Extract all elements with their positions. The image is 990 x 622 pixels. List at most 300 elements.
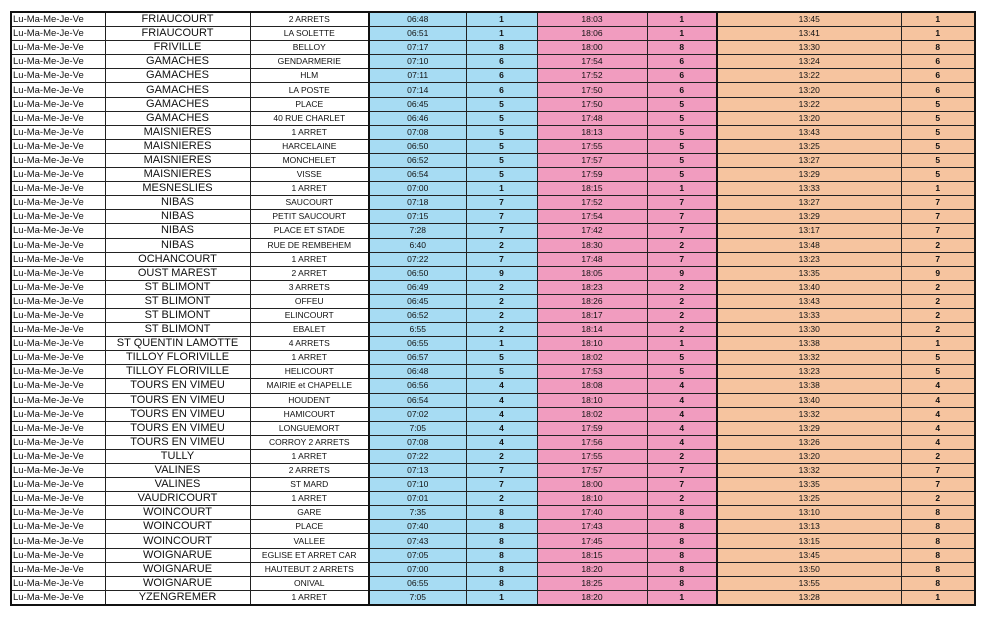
commune-cell: WOINCOURT — [105, 506, 250, 520]
evening-time-cell: 18:10 — [537, 337, 647, 351]
morning-bus-cell: 8 — [466, 520, 537, 534]
evening-bus-cell: 8 — [647, 548, 717, 562]
midday-bus-cell: 8 — [901, 548, 975, 562]
morning-time-cell: 06:55 — [369, 337, 466, 351]
table-row — [11, 294, 975, 308]
evening-bus-cell: 5 — [647, 111, 717, 125]
days-cell: Lu-Ma-Me-Je-Ve — [11, 125, 105, 139]
morning-bus-cell: 2 — [466, 492, 537, 506]
midday-time-cell: 13:38 — [717, 379, 901, 393]
commune-cell: FRIVILLE — [105, 41, 250, 55]
stop-cell: 1 ARRET — [250, 182, 369, 196]
morning-bus-cell: 9 — [466, 266, 537, 280]
midday-bus-cell: 7 — [901, 210, 975, 224]
midday-time-cell: 13:40 — [717, 280, 901, 294]
evening-bus-cell: 9 — [647, 266, 717, 280]
midday-bus-cell: 5 — [901, 153, 975, 167]
commune-cell: MAISNIERES — [105, 168, 250, 182]
morning-bus-cell: 5 — [466, 97, 537, 111]
morning-bus-cell: 4 — [466, 435, 537, 449]
commune-cell: WOIGNARUE — [105, 562, 250, 576]
midday-bus-cell: 1 — [901, 590, 975, 605]
stop-cell: GENDARMERIE — [250, 55, 369, 69]
midday-bus-cell: 8 — [901, 41, 975, 55]
morning-bus-cell: 5 — [466, 168, 537, 182]
morning-bus-cell: 2 — [466, 294, 537, 308]
commune-cell: ST BLIMONT — [105, 280, 250, 294]
table-row — [11, 379, 975, 393]
evening-time-cell: 18:26 — [537, 294, 647, 308]
midday-time-cell: 13:33 — [717, 308, 901, 322]
morning-time-cell: 07:22 — [369, 252, 466, 266]
table-row — [11, 534, 975, 548]
days-cell: Lu-Ma-Me-Je-Ve — [11, 252, 105, 266]
midday-time-cell: 13:15 — [717, 534, 901, 548]
midday-bus-cell: 6 — [901, 55, 975, 69]
midday-bus-cell: 2 — [901, 280, 975, 294]
morning-bus-cell: 1 — [466, 182, 537, 196]
morning-bus-cell: 5 — [466, 125, 537, 139]
evening-bus-cell: 2 — [647, 492, 717, 506]
morning-bus-cell: 8 — [466, 576, 537, 590]
evening-time-cell: 18:05 — [537, 266, 647, 280]
morning-bus-cell: 2 — [466, 449, 537, 463]
commune-cell: TOURS EN VIMEU — [105, 435, 250, 449]
stop-cell: LONGUEMORT — [250, 421, 369, 435]
midday-time-cell: 13:48 — [717, 238, 901, 252]
days-cell: Lu-Ma-Me-Je-Ve — [11, 407, 105, 421]
table-row — [11, 435, 975, 449]
morning-bus-cell: 1 — [466, 27, 537, 41]
days-cell: Lu-Ma-Me-Je-Ve — [11, 182, 105, 196]
morning-bus-cell: 7 — [466, 478, 537, 492]
evening-time-cell: 18:10 — [537, 492, 647, 506]
commune-cell: NIBAS — [105, 196, 250, 210]
evening-time-cell: 17:48 — [537, 252, 647, 266]
midday-bus-cell: 5 — [901, 365, 975, 379]
stop-cell: BELLOY — [250, 41, 369, 55]
commune-cell: TULLY — [105, 449, 250, 463]
days-cell: Lu-Ma-Me-Je-Ve — [11, 111, 105, 125]
table-row — [11, 421, 975, 435]
days-cell: Lu-Ma-Me-Je-Ve — [11, 562, 105, 576]
midday-time-cell: 13:20 — [717, 83, 901, 97]
commune-cell: WOINCOURT — [105, 520, 250, 534]
table-row — [11, 548, 975, 562]
midday-time-cell: 13:32 — [717, 351, 901, 365]
evening-time-cell: 17:50 — [537, 83, 647, 97]
midday-bus-cell: 5 — [901, 97, 975, 111]
morning-time-cell: 07:15 — [369, 210, 466, 224]
midday-bus-cell: 5 — [901, 111, 975, 125]
morning-time-cell: 06:50 — [369, 139, 466, 153]
commune-cell: OUST MAREST — [105, 266, 250, 280]
midday-bus-cell: 5 — [901, 125, 975, 139]
evening-time-cell: 18:14 — [537, 323, 647, 337]
table-row — [11, 590, 975, 605]
days-cell: Lu-Ma-Me-Je-Ve — [11, 139, 105, 153]
evening-bus-cell: 8 — [647, 534, 717, 548]
commune-cell: ST BLIMONT — [105, 308, 250, 322]
midday-time-cell: 13:32 — [717, 407, 901, 421]
table-row — [11, 323, 975, 337]
midday-bus-cell: 8 — [901, 534, 975, 548]
stop-cell: VISSE — [250, 168, 369, 182]
morning-bus-cell: 6 — [466, 69, 537, 83]
evening-time-cell: 18:20 — [537, 590, 647, 605]
morning-time-cell: 06:48 — [369, 365, 466, 379]
table-row — [11, 111, 975, 125]
midday-time-cell: 13:24 — [717, 55, 901, 69]
midday-time-cell: 13:28 — [717, 590, 901, 605]
midday-time-cell: 13:27 — [717, 153, 901, 167]
table-row — [11, 83, 975, 97]
days-cell: Lu-Ma-Me-Je-Ve — [11, 55, 105, 69]
midday-bus-cell: 8 — [901, 576, 975, 590]
evening-bus-cell: 1 — [647, 590, 717, 605]
morning-time-cell: 07:40 — [369, 520, 466, 534]
stop-cell: CORROY 2 ARRETS — [250, 435, 369, 449]
evening-time-cell: 18:17 — [537, 308, 647, 322]
commune-cell: FRIAUCOURT — [105, 27, 250, 41]
commune-cell: ST QUENTIN LAMOTTE — [105, 337, 250, 351]
morning-time-cell: 6:55 — [369, 323, 466, 337]
commune-cell: NIBAS — [105, 210, 250, 224]
evening-time-cell: 17:57 — [537, 464, 647, 478]
midday-bus-cell: 7 — [901, 478, 975, 492]
midday-bus-cell: 7 — [901, 196, 975, 210]
midday-bus-cell: 7 — [901, 464, 975, 478]
midday-time-cell: 13:20 — [717, 449, 901, 463]
midday-time-cell: 13:35 — [717, 266, 901, 280]
midday-time-cell: 13:23 — [717, 252, 901, 266]
evening-bus-cell: 4 — [647, 379, 717, 393]
evening-time-cell: 18:02 — [537, 407, 647, 421]
days-cell: Lu-Ma-Me-Je-Ve — [11, 280, 105, 294]
morning-time-cell: 07:05 — [369, 548, 466, 562]
table-row — [11, 27, 975, 41]
days-cell: Lu-Ma-Me-Je-Ve — [11, 12, 105, 27]
table-row — [11, 308, 975, 322]
table-row — [11, 492, 975, 506]
evening-time-cell: 17:48 — [537, 111, 647, 125]
evening-time-cell: 18:06 — [537, 27, 647, 41]
evening-bus-cell: 2 — [647, 280, 717, 294]
midday-bus-cell: 8 — [901, 520, 975, 534]
midday-time-cell: 13:50 — [717, 562, 901, 576]
stop-cell: 2 ARRETS — [250, 464, 369, 478]
commune-cell: VALINES — [105, 464, 250, 478]
evening-time-cell: 18:20 — [537, 562, 647, 576]
stop-cell: OFFEU — [250, 294, 369, 308]
morning-bus-cell: 4 — [466, 407, 537, 421]
morning-bus-cell: 4 — [466, 421, 537, 435]
midday-time-cell: 13:43 — [717, 294, 901, 308]
schedule-body — [11, 12, 975, 605]
evening-bus-cell: 4 — [647, 407, 717, 421]
evening-bus-cell: 7 — [647, 210, 717, 224]
evening-bus-cell: 1 — [647, 12, 717, 27]
midday-bus-cell: 7 — [901, 224, 975, 238]
evening-time-cell: 18:15 — [537, 182, 647, 196]
midday-time-cell: 13:25 — [717, 139, 901, 153]
evening-time-cell: 17:57 — [537, 153, 647, 167]
commune-cell: GAMACHES — [105, 111, 250, 125]
evening-time-cell: 17:43 — [537, 520, 647, 534]
midday-time-cell: 13:41 — [717, 27, 901, 41]
commune-cell: MESNESLIES — [105, 182, 250, 196]
days-cell: Lu-Ma-Me-Je-Ve — [11, 196, 105, 210]
table-row — [11, 210, 975, 224]
evening-bus-cell: 6 — [647, 83, 717, 97]
midday-bus-cell: 5 — [901, 139, 975, 153]
days-cell: Lu-Ma-Me-Je-Ve — [11, 83, 105, 97]
evening-bus-cell: 6 — [647, 55, 717, 69]
days-cell: Lu-Ma-Me-Je-Ve — [11, 449, 105, 463]
morning-time-cell: 07:13 — [369, 464, 466, 478]
commune-cell: MAISNIERES — [105, 139, 250, 153]
table-row — [11, 520, 975, 534]
midday-time-cell: 13:27 — [717, 196, 901, 210]
evening-bus-cell: 1 — [647, 337, 717, 351]
days-cell: Lu-Ma-Me-Je-Ve — [11, 168, 105, 182]
evening-time-cell: 17:56 — [537, 435, 647, 449]
stop-cell: RUE DE REMBEHEM — [250, 238, 369, 252]
evening-time-cell: 18:30 — [537, 238, 647, 252]
evening-time-cell: 17:54 — [537, 210, 647, 224]
evening-bus-cell: 1 — [647, 182, 717, 196]
midday-bus-cell: 5 — [901, 351, 975, 365]
morning-time-cell: 07:10 — [369, 478, 466, 492]
evening-bus-cell: 5 — [647, 139, 717, 153]
evening-time-cell: 17:59 — [537, 421, 647, 435]
stop-cell: 40 RUE CHARLET — [250, 111, 369, 125]
morning-time-cell: 7:28 — [369, 224, 466, 238]
midday-bus-cell: 4 — [901, 393, 975, 407]
morning-time-cell: 7:05 — [369, 421, 466, 435]
midday-time-cell: 13:38 — [717, 337, 901, 351]
commune-cell: GAMACHES — [105, 97, 250, 111]
morning-time-cell: 07:14 — [369, 83, 466, 97]
days-cell: Lu-Ma-Me-Je-Ve — [11, 351, 105, 365]
evening-bus-cell: 2 — [647, 323, 717, 337]
morning-bus-cell: 5 — [466, 351, 537, 365]
morning-time-cell: 07:02 — [369, 407, 466, 421]
morning-bus-cell: 8 — [466, 548, 537, 562]
stop-cell: PLACE — [250, 97, 369, 111]
morning-bus-cell: 5 — [466, 153, 537, 167]
midday-time-cell: 13:20 — [717, 111, 901, 125]
morning-time-cell: 07:00 — [369, 182, 466, 196]
commune-cell: WOIGNARUE — [105, 576, 250, 590]
evening-bus-cell: 7 — [647, 224, 717, 238]
morning-bus-cell: 1 — [466, 12, 537, 27]
commune-cell: NIBAS — [105, 224, 250, 238]
stop-cell: ELINCOURT — [250, 308, 369, 322]
midday-bus-cell: 2 — [901, 323, 975, 337]
stop-cell: HAUTEBUT 2 ARRETS — [250, 562, 369, 576]
midday-time-cell: 13:17 — [717, 224, 901, 238]
days-cell: Lu-Ma-Me-Je-Ve — [11, 323, 105, 337]
midday-time-cell: 13:40 — [717, 393, 901, 407]
morning-time-cell: 06:45 — [369, 97, 466, 111]
stop-cell: HAMICOURT — [250, 407, 369, 421]
morning-time-cell: 7:35 — [369, 506, 466, 520]
evening-bus-cell: 7 — [647, 196, 717, 210]
stop-cell: 2 ARRET — [250, 266, 369, 280]
days-cell: Lu-Ma-Me-Je-Ve — [11, 365, 105, 379]
midday-time-cell: 13:30 — [717, 41, 901, 55]
days-cell: Lu-Ma-Me-Je-Ve — [11, 41, 105, 55]
midday-bus-cell: 2 — [901, 238, 975, 252]
days-cell: Lu-Ma-Me-Je-Ve — [11, 478, 105, 492]
evening-bus-cell: 5 — [647, 125, 717, 139]
stop-cell: HARCELAINE — [250, 139, 369, 153]
days-cell: Lu-Ma-Me-Je-Ve — [11, 520, 105, 534]
evening-bus-cell: 8 — [647, 520, 717, 534]
midday-bus-cell: 2 — [901, 449, 975, 463]
stop-cell: HLM — [250, 69, 369, 83]
days-cell: Lu-Ma-Me-Je-Ve — [11, 224, 105, 238]
stop-cell: PLACE — [250, 520, 369, 534]
midday-bus-cell: 1 — [901, 12, 975, 27]
midday-time-cell: 13:23 — [717, 365, 901, 379]
days-cell: Lu-Ma-Me-Je-Ve — [11, 379, 105, 393]
commune-cell: VALINES — [105, 478, 250, 492]
midday-time-cell: 13:29 — [717, 168, 901, 182]
table-row — [11, 139, 975, 153]
morning-time-cell: 06:52 — [369, 308, 466, 322]
table-row — [11, 182, 975, 196]
commune-cell: MAISNIERES — [105, 125, 250, 139]
morning-bus-cell: 7 — [466, 196, 537, 210]
midday-time-cell: 13:33 — [717, 182, 901, 196]
days-cell: Lu-Ma-Me-Je-Ve — [11, 238, 105, 252]
morning-bus-cell: 8 — [466, 562, 537, 576]
morning-time-cell: 07:00 — [369, 562, 466, 576]
table-row — [11, 506, 975, 520]
midday-bus-cell: 7 — [901, 252, 975, 266]
evening-bus-cell: 2 — [647, 294, 717, 308]
stop-cell: 4 ARRETS — [250, 337, 369, 351]
morning-time-cell: 07:18 — [369, 196, 466, 210]
days-cell: Lu-Ma-Me-Je-Ve — [11, 266, 105, 280]
midday-bus-cell: 1 — [901, 27, 975, 41]
midday-bus-cell: 1 — [901, 337, 975, 351]
evening-bus-cell: 8 — [647, 41, 717, 55]
evening-time-cell: 18:02 — [537, 351, 647, 365]
evening-bus-cell: 2 — [647, 449, 717, 463]
days-cell: Lu-Ma-Me-Je-Ve — [11, 153, 105, 167]
table-row — [11, 55, 975, 69]
midday-time-cell: 13:55 — [717, 576, 901, 590]
midday-time-cell: 13:10 — [717, 506, 901, 520]
evening-bus-cell: 4 — [647, 435, 717, 449]
morning-time-cell: 06:56 — [369, 379, 466, 393]
stop-cell: 3 ARRETS — [250, 280, 369, 294]
morning-time-cell: 06:57 — [369, 351, 466, 365]
commune-cell: TOURS EN VIMEU — [105, 421, 250, 435]
morning-time-cell: 06:52 — [369, 153, 466, 167]
table-row — [11, 41, 975, 55]
morning-time-cell: 07:43 — [369, 534, 466, 548]
table-row — [11, 464, 975, 478]
evening-time-cell: 17:55 — [537, 139, 647, 153]
midday-time-cell: 13:13 — [717, 520, 901, 534]
table-row — [11, 224, 975, 238]
stop-cell: 1 ARRET — [250, 125, 369, 139]
morning-bus-cell: 8 — [466, 506, 537, 520]
evening-bus-cell: 5 — [647, 153, 717, 167]
evening-bus-cell: 8 — [647, 562, 717, 576]
table-row — [11, 337, 975, 351]
midday-bus-cell: 2 — [901, 492, 975, 506]
stop-cell: ST MARD — [250, 478, 369, 492]
morning-time-cell: 06:54 — [369, 168, 466, 182]
morning-bus-cell: 5 — [466, 365, 537, 379]
morning-bus-cell: 7 — [466, 210, 537, 224]
commune-cell: TILLOY FLORIVILLE — [105, 351, 250, 365]
stop-cell: 2 ARRETS — [250, 12, 369, 27]
evening-bus-cell: 5 — [647, 97, 717, 111]
evening-time-cell: 18:03 — [537, 12, 647, 27]
evening-time-cell: 17:55 — [537, 449, 647, 463]
morning-bus-cell: 2 — [466, 308, 537, 322]
stop-cell: SAUCOURT — [250, 196, 369, 210]
days-cell: Lu-Ma-Me-Je-Ve — [11, 393, 105, 407]
morning-time-cell: 06:46 — [369, 111, 466, 125]
stop-cell: EBALET — [250, 323, 369, 337]
stop-cell: 1 ARRET — [250, 590, 369, 605]
table-row — [11, 266, 975, 280]
evening-time-cell: 18:13 — [537, 125, 647, 139]
commune-cell: YZENGREMER — [105, 590, 250, 605]
stop-cell: 1 ARRET — [250, 449, 369, 463]
evening-time-cell: 18:00 — [537, 41, 647, 55]
midday-bus-cell: 2 — [901, 308, 975, 322]
table-row — [11, 168, 975, 182]
days-cell: Lu-Ma-Me-Je-Ve — [11, 492, 105, 506]
midday-bus-cell: 4 — [901, 421, 975, 435]
commune-cell: TOURS EN VIMEU — [105, 393, 250, 407]
morning-bus-cell: 4 — [466, 393, 537, 407]
midday-bus-cell: 8 — [901, 562, 975, 576]
table-row — [11, 407, 975, 421]
commune-cell: WOIGNARUE — [105, 548, 250, 562]
morning-time-cell: 07:22 — [369, 449, 466, 463]
morning-time-cell: 07:08 — [369, 125, 466, 139]
evening-bus-cell: 8 — [647, 506, 717, 520]
midday-time-cell: 13:30 — [717, 323, 901, 337]
midday-bus-cell: 2 — [901, 294, 975, 308]
schedule-table — [10, 11, 976, 606]
table-row — [11, 153, 975, 167]
commune-cell: TOURS EN VIMEU — [105, 379, 250, 393]
morning-bus-cell: 8 — [466, 41, 537, 55]
table-row — [11, 69, 975, 83]
table-row — [11, 196, 975, 210]
stop-cell: EGLISE ET ARRET CAR — [250, 548, 369, 562]
midday-time-cell: 13:25 — [717, 492, 901, 506]
midday-bus-cell: 9 — [901, 266, 975, 280]
commune-cell: GAMACHES — [105, 83, 250, 97]
evening-time-cell: 17:54 — [537, 55, 647, 69]
stop-cell: PETIT SAUCOURT — [250, 210, 369, 224]
stop-cell: GARE — [250, 506, 369, 520]
morning-time-cell: 6:40 — [369, 238, 466, 252]
commune-cell: OCHANCOURT — [105, 252, 250, 266]
stop-cell: ONIVAL — [250, 576, 369, 590]
